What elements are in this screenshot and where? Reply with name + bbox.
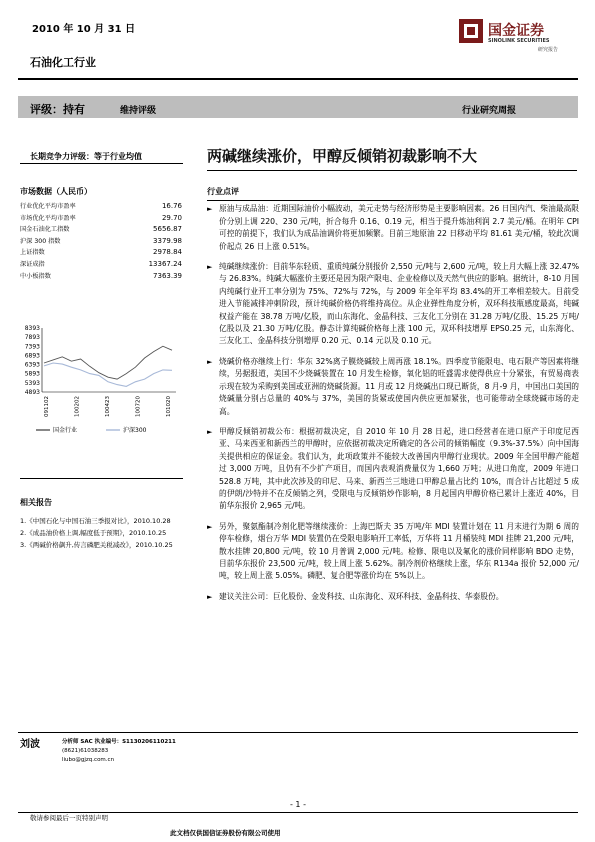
x-tick-label: 091102 xyxy=(44,396,50,417)
market-data-table xyxy=(20,186,182,282)
sinolink-logo xyxy=(458,16,578,56)
paragraph: ► 纯碱继续涨价：目前华东轻质、重质纯碱分别报价 2,550 元/吨与 2,600 元/吨，较上月大幅上涨 32.47%与 26.83%。纯碱大幅涨价主要还是因为限产限电、企业检修以及天然气供应的影响。据统计，8-10 月国内纯碱行业开工率分别为 75%、72%与 72%，与 2009 年全年平均 83.4%的开工率相差较大。目前受进入节能减排冲刺阶段，预计纯碱价格仍将维持高位。从企业弹性角度分析，双环科技瓶感度最高，纯碱权益产能在 38.78 万吨/亿股，而山东海化、金晶科技、三友化工分别在 31.28 万吨/亿股、15.25 万吨/亿股以及 21.30 万吨/亿股。静态计算纯碱价格每上涨 100 元，双环科技增厚 EPS0.25 元，山东海化、三友化工、金晶科技分别增厚 0.20 元、0.14 元以及 0.10 元。 xyxy=(207,262,579,346)
bullet-icon: ► xyxy=(207,592,213,601)
rating-maintained: 维持评级 xyxy=(120,106,157,116)
logo-en-text: SINOLINK SECURITIES xyxy=(488,38,550,44)
x-tick-label: 101020 xyxy=(166,396,172,417)
y-tick-label: 6393 xyxy=(24,361,40,369)
bullet-icon: ► xyxy=(207,427,213,436)
paragraph: ► 甲醇反倾销初裁公布：根据初裁决定，自 2010 年 10 月 28 日起，进口经营者在进口原产于印度尼西亚、马来西亚和新西兰的甲醇时，应依据初裁决定所确定的各公司的倾销幅度（9.3%-37.5%）向中国海关提供相应的保证金。我们认为，此项政策并不能较大改善国内甲醇行业现状。2009 年全国甲醇产能超过 3,000 万吨，且仍有不少扩产项目，而国内表观消费量仅为 1,660 万吨；从进口角度，2009 年进口 528.8 万吨，其中此次涉及的印尼、马来、新西兰三地进口甲醇总量占比约 10%，而合计占比超过 5 成的伊朗/沙特并不在反倾销之列，受限电与反倾销炒作影响，8 月起国内甲醇价格已累计上涨近 40%，目前华东报价 2,965 元/吨。 xyxy=(207,426,579,511)
related-report-item[interactable]: 2.《成品油价格上调,幅度低于预期》，2010.10.25 xyxy=(20,529,167,537)
index-line-chart xyxy=(16,322,196,438)
author-divider xyxy=(18,732,578,733)
report-type: 行业研究周报 xyxy=(462,106,517,116)
competitiveness-rating: 长期竞争力评级：等于行业均值 xyxy=(30,152,142,161)
main-body xyxy=(207,186,579,611)
x-tick-label: 100202 xyxy=(74,396,81,417)
logo-sub-text: 研究报告 xyxy=(538,47,559,53)
related-report-item[interactable]: 3.《两碱价格飙升,传言磷肥关税减改》，2010.10.25 xyxy=(20,541,173,549)
author-info xyxy=(62,738,176,765)
y-tick-label: 5393 xyxy=(24,379,40,387)
related-report-item[interactable]: 1.《中国石化与中国石油三季报对比》，2010.10.28 xyxy=(20,517,171,525)
report-date: 2010 年 10 月 31 日 xyxy=(32,24,136,35)
industry-name: 石油化工行业 xyxy=(30,56,96,69)
bullet-icon: ► xyxy=(207,357,213,366)
paragraph: ► 原油与成品油：近期国际油价小幅波动，美元走势与经济形势是主要影响因素。26 日国内汽、柴油最高限价分别上调 220、230 元/吨，折合每升 0.16、0.19 元，相当于提升炼油利润 2.7 美元/桶。在明年 CPI 可控的前提下，我们认为成品油调价将更加频繁。目前三地原油 22 日移动平均 81.61 美元/桶，较此次调价起点 26 日上涨 0.51%。 xyxy=(207,204,579,251)
y-tick-label: 4893 xyxy=(24,389,40,396)
market-row: 上证指数 2978.84 xyxy=(20,248,182,257)
sidebar-divider xyxy=(20,163,183,164)
header-divider xyxy=(18,78,578,80)
y-tick-label: 7893 xyxy=(24,334,40,342)
market-data-title: 市场数据（人民币） xyxy=(20,187,92,196)
market-row: 国金石油化工指数 5656.87 xyxy=(20,225,182,234)
paragraph: ► 另外，聚氨酯制冷剂化肥等继续涨价：上海巴斯夫 35 万吨/年 MDI 装置计划在 11 月末进行为期 6 周的停车检修，烟台万华 MDI 装置仍在受限电影响开工率低，万华将 11 月桶装纯 MDI 挂牌 21,200 元/吨，散水挂牌 20,800 元/吨，较 10 月普调 2,000 元/吨。检修、限电以及氟化的涨价同样影响 BDO 走势，目前华东报价 23,500 元/吨，较上周上涨 5.62%。制冷剂价格继续上涨，华东 R134a 报价 52,000 元/吨，较上周上涨 5.05%。磷肥、复合肥等涨价均在 5%以上。 xyxy=(207,521,579,581)
author-phone: (8621)61038283 xyxy=(62,748,109,754)
x-tick-label: 100720 xyxy=(135,396,142,417)
paragraph: ► 建议关注公司：巨化股份、金发科技、山东海化、双环科技、金晶科技、华泰股份。 xyxy=(207,591,579,603)
market-row: 市场优化平均市盈率 29.70 xyxy=(20,213,182,222)
page-title: 两碱继续涨价，甲醇反倾销初裁影响不大 xyxy=(207,147,478,165)
bullet-icon: ► xyxy=(207,522,213,531)
legend-label: 沪深300 xyxy=(123,427,147,434)
series-line-2 xyxy=(44,363,172,386)
usage-stamp: 此文档仅供国信证券股份有限公司使用 xyxy=(170,829,281,837)
sinolink-logo-icon xyxy=(458,18,484,44)
rating-label: 评级：持有 xyxy=(30,103,85,116)
bullet-icon: ► xyxy=(207,205,213,214)
y-tick-label: 7393 xyxy=(24,343,40,351)
legend-label: 国金行业 xyxy=(53,427,78,434)
author-name: 刘波 xyxy=(20,739,40,750)
related-reports xyxy=(20,497,185,551)
title-divider xyxy=(207,170,577,171)
sidebar-divider-2 xyxy=(20,478,183,479)
market-row: 行业优化平均市盈率 16.76 xyxy=(20,202,182,210)
related-reports-title: 相关报告 xyxy=(20,498,52,507)
y-tick-label: 6893 xyxy=(24,352,40,360)
y-tick-label: 8393 xyxy=(24,325,40,332)
bullet-icon: ► xyxy=(207,263,213,272)
author-license: 分析师 SAC 执业编号：S1130206110211 xyxy=(62,739,176,745)
page-number: - 1 - xyxy=(290,800,306,809)
market-row: 深证成指 13367.24 xyxy=(20,259,182,268)
disclaimer-link[interactable]: 敬请参阅最后一页特别声明 xyxy=(30,814,108,822)
market-row: 沪深 300 指数 3379.98 xyxy=(20,236,182,245)
logo-cn-text: 国金证券 xyxy=(488,23,544,39)
paragraph: ► 烧碱价格亦继续上行：华东 32%离子膜烧碱较上周再涨 18.1%。四季度节能限电、电石限产等因素将继续，另据报道，美国不少烧碱装置在 10 月发生检修，氧化铝的旺盛需求使得供应十分紧张，有贸易商表示现在较为采购到美国或亚洲的烧碱货源。11 月或 12 月烧碱出口现已断货，8 月-9 月，中国出口美国的烧碱量分别占总量的 40%与 37%，美国的货紧或使国内供应更加紧张，也可能带动全球烧碱市场的走高。 xyxy=(207,356,579,416)
x-tick-label: 100423 xyxy=(105,396,111,417)
section-title: 行业点评 xyxy=(207,186,579,201)
y-tick-label: 5893 xyxy=(24,370,40,378)
author-email[interactable]: liubo@gjzq.com.cn xyxy=(62,757,115,763)
market-row: 中小板指数 7363.39 xyxy=(20,271,182,280)
